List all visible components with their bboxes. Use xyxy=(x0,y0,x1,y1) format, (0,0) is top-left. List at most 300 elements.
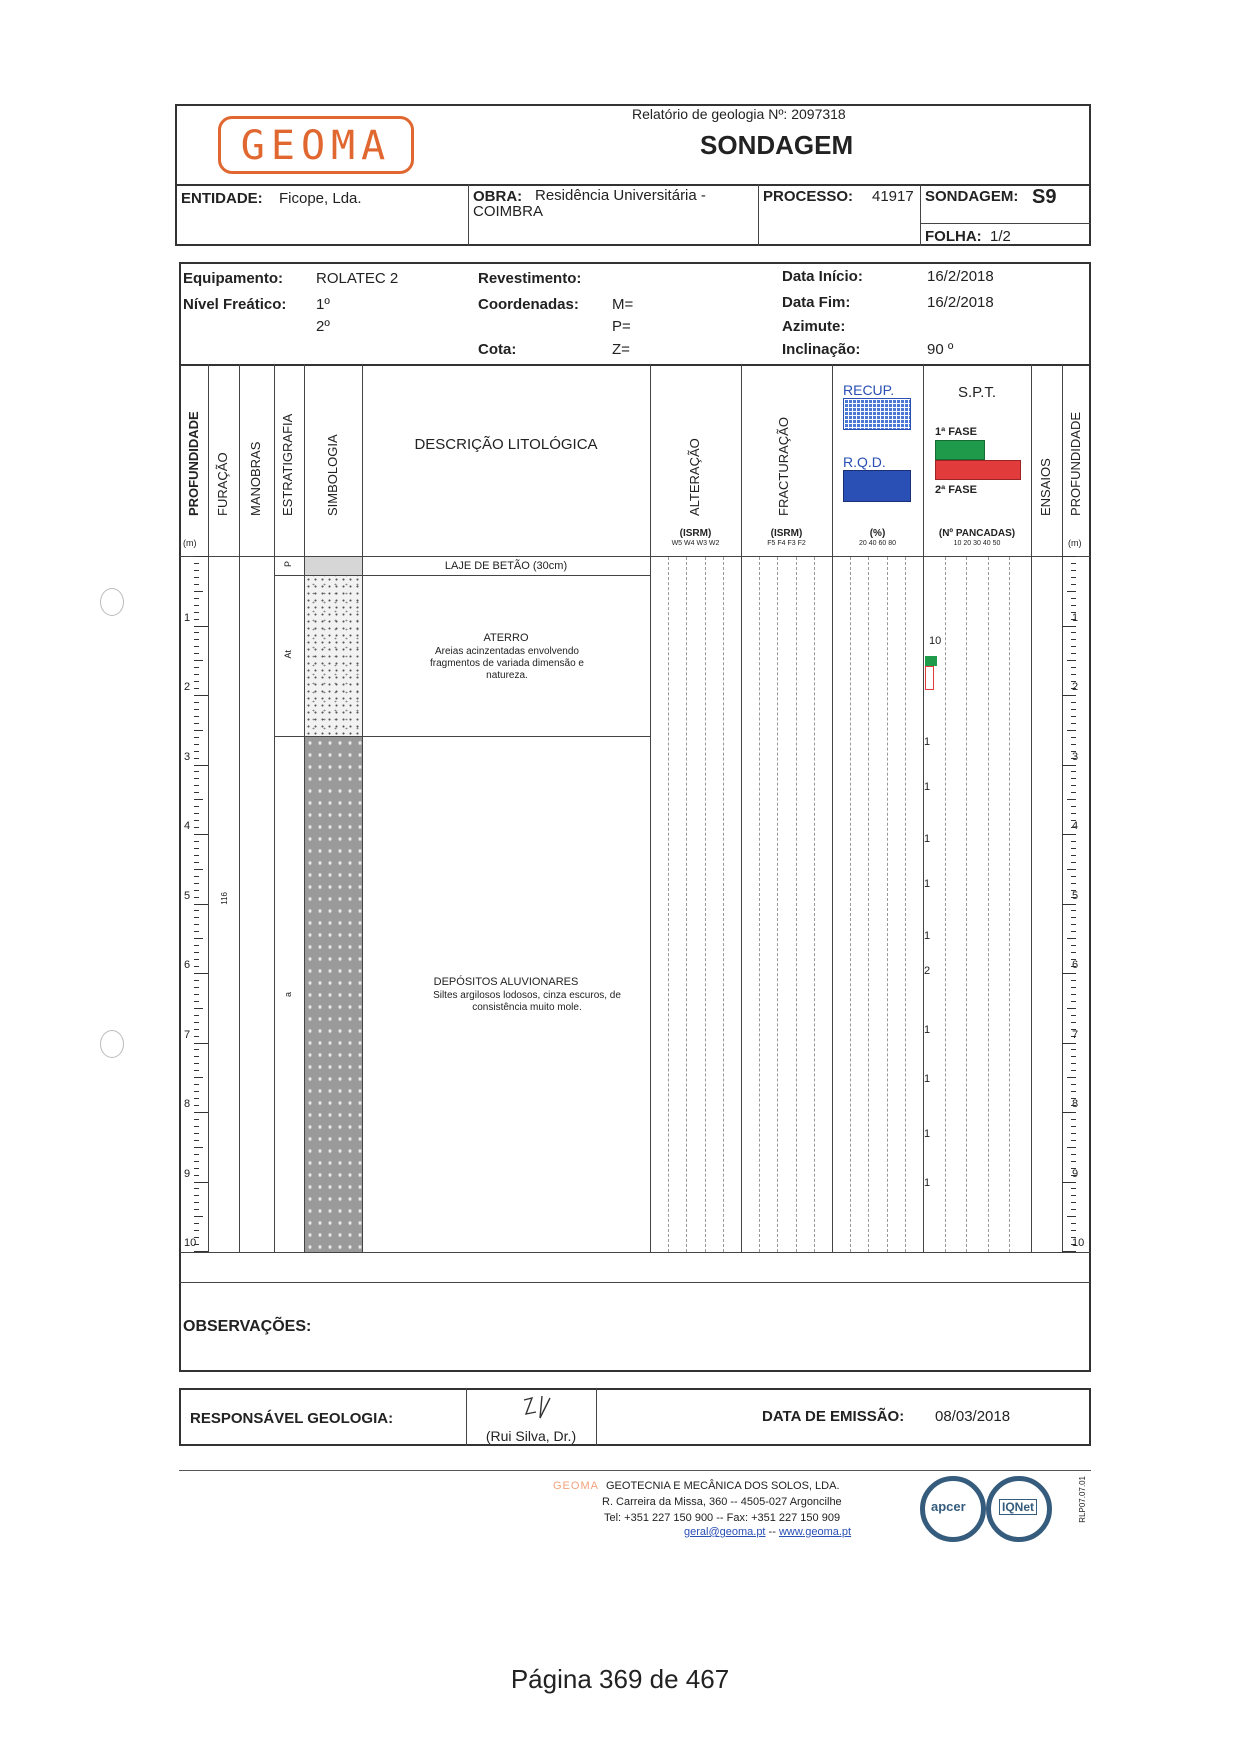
company-contacts xyxy=(684,1526,851,1538)
depth-tick xyxy=(194,1195,199,1196)
depth-tick xyxy=(1071,855,1076,856)
depth-tick xyxy=(194,883,199,884)
company-name: GEOTECNIA E MECÂNICA DOS SOLOS, LDA. xyxy=(606,1480,840,1492)
depth-tick xyxy=(1071,1119,1076,1120)
depth-tick xyxy=(194,1015,199,1016)
right-depth-label: 9 xyxy=(1072,1167,1079,1180)
depth-tick xyxy=(194,1154,199,1155)
depth-tick xyxy=(1071,1140,1076,1141)
strat-title-aterro: ATERRO xyxy=(483,632,529,644)
processo-value: 41917 xyxy=(872,188,914,205)
grid-line xyxy=(668,557,669,1252)
depth-tick xyxy=(194,626,208,627)
spt-value: 1 xyxy=(924,1128,931,1141)
depth-tick xyxy=(1071,1063,1076,1064)
contact-separator: -- xyxy=(765,1526,779,1538)
depth-tick xyxy=(1067,1216,1076,1217)
depth-tick xyxy=(194,897,199,898)
right-depth-label: 8 xyxy=(1072,1098,1079,1110)
grid-line xyxy=(988,557,989,1252)
depth-tick xyxy=(1071,931,1076,932)
depth-tick xyxy=(194,987,199,988)
grid-line xyxy=(777,557,778,1252)
spt-value: 1 xyxy=(924,878,931,891)
folha-value: 1/2 xyxy=(990,228,1011,245)
depth-tick xyxy=(194,890,199,891)
unit-m-left: (m) xyxy=(183,538,197,548)
col-manobras: MANOBRAS xyxy=(248,441,263,516)
grid-line xyxy=(796,557,797,1252)
depth-tick xyxy=(1071,1126,1076,1127)
depth-tick xyxy=(194,681,199,682)
depth-tick xyxy=(194,820,199,821)
depth-tick xyxy=(194,674,199,675)
depth-tick xyxy=(1071,1133,1076,1134)
col-recup: RECUP. xyxy=(843,382,895,398)
depth-tick xyxy=(1071,632,1076,633)
depth-tick xyxy=(194,716,199,717)
inclinacao-value: 90 º xyxy=(927,341,954,358)
depth-tick xyxy=(1071,785,1076,786)
grid-line xyxy=(759,557,760,1252)
depth-tick xyxy=(1071,924,1076,925)
depth-tick xyxy=(194,570,199,571)
depth-tick xyxy=(1071,584,1076,585)
depth-tick xyxy=(1062,626,1076,627)
depth-tick xyxy=(194,709,199,710)
depth-tick xyxy=(194,806,199,807)
col-fase2: 2ª FASE xyxy=(935,484,977,496)
nivel-2: 2º xyxy=(316,318,330,335)
depth-tick xyxy=(194,556,208,557)
iqnet-certification-icon xyxy=(986,1476,1052,1542)
right-depth-label: 2 xyxy=(1072,681,1079,693)
right-depth-label: 6 xyxy=(1072,959,1079,971)
depth-tick xyxy=(194,758,199,759)
depth-tick xyxy=(1062,1182,1076,1183)
left-depth-label: 10 xyxy=(184,1237,197,1249)
depth-tick xyxy=(194,1105,199,1106)
nivel-freatico-label: Nível Freático: xyxy=(183,296,287,313)
grid-line xyxy=(966,557,967,1252)
symbol-fill-aterro xyxy=(305,576,362,736)
frac-isrm: (ISRM) xyxy=(770,528,803,539)
depth-tick xyxy=(194,1202,199,1203)
depth-tick xyxy=(1071,952,1076,953)
pct-scale: 20 40 60 80 xyxy=(859,540,896,547)
spt-value: 1 xyxy=(924,930,931,943)
sondagem-value: S9 xyxy=(1032,186,1057,208)
depth-tick xyxy=(1071,862,1076,863)
cota-label: Cota: xyxy=(478,341,517,358)
depth-tick xyxy=(194,973,208,974)
depth-tick xyxy=(1071,1049,1076,1050)
grid-line xyxy=(1009,557,1010,1252)
depth-tick xyxy=(194,1182,208,1183)
col-rqd: R.Q.D. xyxy=(843,454,886,470)
depth-tick xyxy=(1071,639,1076,640)
data-inicio-label: Data Início: xyxy=(782,268,863,285)
fase2-swatch xyxy=(935,460,1021,480)
depth-tick xyxy=(194,1036,199,1037)
right-depth-label: 10 xyxy=(1072,1237,1085,1249)
depth-tick xyxy=(194,591,203,592)
depth-tick xyxy=(194,1119,199,1120)
strat-desc-aterro: Areias acinzentadas envolvendo fragmentos de variada dimensão e natureza. xyxy=(430,646,584,681)
alt-scale: W5 W4 W3 W2 xyxy=(671,540,720,547)
unit-m-right: (m) xyxy=(1068,538,1082,548)
depth-tick xyxy=(194,751,199,752)
depth-tick xyxy=(194,952,199,953)
depth-tick xyxy=(1062,904,1076,905)
page-title: SONDAGEM xyxy=(700,130,854,160)
depth-tick xyxy=(194,855,199,856)
depth-tick xyxy=(1071,702,1076,703)
depth-tick xyxy=(194,598,199,599)
depth-tick xyxy=(1071,1188,1076,1189)
right-depth-label: 3 xyxy=(1072,750,1079,763)
left-depth-label: 7 xyxy=(184,1028,191,1041)
depth-tick xyxy=(194,1001,199,1002)
depth-tick xyxy=(194,938,203,939)
depth-tick xyxy=(1071,806,1076,807)
depth-tick xyxy=(1071,1202,1076,1203)
depth-tick xyxy=(1071,813,1076,814)
page-number: Página 369 de 467 xyxy=(510,1664,730,1694)
depth-tick xyxy=(1062,765,1076,766)
report-number: Relatório de geologia Nº: 2097318 xyxy=(632,106,846,122)
col-ensaios: ENSAIOS xyxy=(1038,458,1053,516)
depth-tick xyxy=(1067,1077,1076,1078)
depth-tick xyxy=(194,931,199,932)
left-depth-label: 9 xyxy=(184,1167,191,1180)
depth-tick xyxy=(194,924,199,925)
observacoes-label: OBSERVAÇÕES: xyxy=(183,1318,312,1335)
left-depth-label: 5 xyxy=(184,889,191,902)
col-alteracao: ALTERAÇÃO xyxy=(687,438,702,516)
depth-tick xyxy=(1062,1043,1076,1044)
grid-line xyxy=(705,557,706,1252)
col-estratigrafia: ESTRATIGRAFIA xyxy=(280,413,295,516)
entidade-value: Ficope, Lda. xyxy=(279,190,362,207)
company-email[interactable]: geral@geoma.pt xyxy=(684,1526,766,1538)
col-profundidade-right: PROFUNDIDADE xyxy=(1068,411,1083,516)
col-fase1: 1ª FASE xyxy=(935,426,977,438)
coord-p: P= xyxy=(612,318,631,335)
depth-tick xyxy=(194,841,199,842)
left-depth-label: 2 xyxy=(184,681,191,693)
depth-tick xyxy=(1062,973,1076,974)
depth-tick xyxy=(194,1147,203,1148)
alt-isrm: (ISRM) xyxy=(679,528,712,539)
fase1-swatch xyxy=(935,440,985,460)
depth-tick xyxy=(194,730,203,731)
depth-tick xyxy=(194,688,199,689)
depth-tick xyxy=(194,980,199,981)
company-brand: GEOMA xyxy=(553,1480,599,1492)
form-code: RLP07.07.01 xyxy=(1078,1476,1087,1523)
depth-tick xyxy=(1071,1070,1076,1071)
sondagem-label: SONDAGEM: xyxy=(925,188,1019,205)
depth-tick xyxy=(194,612,199,613)
spt-value: 1 xyxy=(924,780,931,793)
depth-tick xyxy=(1067,1008,1076,1009)
strat-title-aluvionares: DEPÓSITOS ALUVIONARES xyxy=(433,976,579,988)
left-depth-label: 1 xyxy=(184,611,191,624)
depth-tick xyxy=(1071,646,1076,647)
depth-tick xyxy=(194,1209,199,1210)
depth-tick xyxy=(1071,910,1076,911)
depth-tick xyxy=(194,1070,199,1071)
depth-tick xyxy=(194,1043,208,1044)
coordenadas-label: Coordenadas: xyxy=(478,296,579,313)
left-depth-label: 4 xyxy=(184,820,191,832)
nivel-1: 1º xyxy=(316,296,330,313)
depth-tick xyxy=(194,584,199,585)
depth-tick xyxy=(1071,980,1076,981)
depth-tick xyxy=(1071,723,1076,724)
depth-tick xyxy=(194,904,208,905)
depth-tick xyxy=(1071,1091,1076,1092)
spt-value: 10 xyxy=(929,634,942,647)
depth-tick xyxy=(194,869,203,870)
depth-tick xyxy=(1071,674,1076,675)
folha-label: FOLHA: xyxy=(925,228,982,245)
grid-line xyxy=(945,557,946,1252)
depth-tick xyxy=(1062,1251,1076,1252)
depth-tick xyxy=(1067,591,1076,592)
depth-tick xyxy=(1062,556,1076,557)
depth-tick xyxy=(194,702,199,703)
depth-tick xyxy=(1062,695,1076,696)
company-web[interactable]: www.geoma.pt xyxy=(778,1526,852,1538)
depth-tick xyxy=(194,1216,203,1217)
signature-scribble xyxy=(520,1392,560,1428)
depth-tick xyxy=(1067,1147,1076,1148)
strat-title-laje: LAJE DE BETÃO (30cm) xyxy=(444,560,568,572)
depth-tick xyxy=(194,737,199,738)
spt-value: 1 xyxy=(924,1024,931,1037)
company-tel: Tel: +351 227 150 900 -- Fax: +351 227 150 909 xyxy=(604,1512,841,1524)
depth-tick xyxy=(194,1056,199,1057)
grid-line xyxy=(723,557,724,1252)
depth-tick xyxy=(194,653,199,654)
depth-tick xyxy=(194,660,203,661)
geoma-logo xyxy=(218,116,414,174)
depth-tick xyxy=(1071,577,1076,578)
spt-value: 1 xyxy=(924,1072,931,1085)
depth-tick xyxy=(194,605,199,606)
signature-icon xyxy=(520,1392,560,1422)
depth-tick xyxy=(194,1029,199,1030)
depth-tick xyxy=(194,667,199,668)
depth-tick xyxy=(194,862,199,863)
depth-tick xyxy=(1062,834,1076,835)
grid-line xyxy=(887,557,888,1252)
col-profundidade: PROFUNDIDADE xyxy=(186,411,201,516)
depth-tick xyxy=(194,646,199,647)
depth-tick xyxy=(194,778,199,779)
depth-tick xyxy=(194,1008,203,1009)
depth-tick xyxy=(1071,1084,1076,1085)
depth-tick xyxy=(1071,1022,1076,1023)
company-address: R. Carreira da Missa, 360 -- 4505-027 Argoncilhe xyxy=(602,1496,842,1508)
strat-desc-aluvionares: Siltes argilosos lodosos, cinza escuros, de consistência muito mole. xyxy=(433,990,621,1013)
depth-tick xyxy=(1071,570,1076,571)
depth-tick xyxy=(194,827,199,828)
responsavel-name: (Rui Silva, Dr.) xyxy=(485,1428,577,1444)
left-depth-label: 8 xyxy=(184,1098,191,1110)
depth-tick xyxy=(1071,876,1076,877)
recup-swatch xyxy=(843,398,911,430)
depth-tick xyxy=(194,792,199,793)
spt-bar-fase1 xyxy=(925,656,937,666)
depth-tick xyxy=(1071,598,1076,599)
grid-line xyxy=(905,557,906,1252)
depth-tick xyxy=(194,1084,199,1085)
strat-code-at: At xyxy=(283,650,293,659)
inclinacao-label: Inclinação: xyxy=(782,341,861,358)
depth-tick xyxy=(1071,945,1076,946)
pct-label: (%) xyxy=(869,528,886,539)
data-inicio-value: 16/2/2018 xyxy=(927,268,994,285)
depth-tick xyxy=(194,1188,199,1189)
depth-tick xyxy=(1071,1056,1076,1057)
depth-tick xyxy=(1071,987,1076,988)
grid-line xyxy=(868,557,869,1252)
depth-tick xyxy=(1071,653,1076,654)
depth-tick xyxy=(194,563,199,564)
depth-tick xyxy=(1071,1223,1076,1224)
depth-tick xyxy=(1071,792,1076,793)
depth-tick xyxy=(194,577,199,578)
depth-tick xyxy=(1071,848,1076,849)
depth-tick xyxy=(194,910,199,911)
depth-tick xyxy=(194,723,199,724)
depth-tick xyxy=(1071,883,1076,884)
depth-tick xyxy=(194,848,199,849)
col-descricao: DESCRIÇÃO LITOLÓGICA xyxy=(414,436,598,453)
pancadas-scale: 10 20 30 40 50 xyxy=(953,540,1001,547)
apcer-certification-icon xyxy=(920,1476,986,1542)
depth-tick xyxy=(1071,744,1076,745)
depth-tick xyxy=(194,1168,199,1169)
punch-hole-1 xyxy=(100,588,124,616)
obra-label: OBRA: xyxy=(473,188,523,205)
depth-tick xyxy=(194,1049,199,1050)
depth-tick xyxy=(194,1077,203,1078)
data-fim-value: 16/2/2018 xyxy=(927,294,994,311)
depth-tick xyxy=(194,1126,199,1127)
depth-tick xyxy=(1071,1015,1076,1016)
right-depth-label: 7 xyxy=(1072,1028,1079,1041)
depth-tick xyxy=(194,834,208,835)
spt-value: 1 xyxy=(924,735,931,748)
coord-m: M= xyxy=(612,296,634,313)
col-fracturacao: FRACTURAÇÃO xyxy=(776,417,791,516)
depth-tick xyxy=(1071,1230,1076,1231)
depth-tick xyxy=(1071,709,1076,710)
depth-tick xyxy=(1071,605,1076,606)
furacao-value: 116 xyxy=(220,892,229,905)
punch-hole-2 xyxy=(100,1030,124,1058)
grid-line xyxy=(850,557,851,1252)
depth-tick xyxy=(1071,778,1076,779)
equipamento-label: Equipamento: xyxy=(183,270,283,287)
col-spt: S.P.T. xyxy=(957,384,997,401)
depth-tick xyxy=(1071,1161,1076,1162)
depth-tick xyxy=(1071,1195,1076,1196)
depth-tick xyxy=(194,1133,199,1134)
depth-tick xyxy=(1067,730,1076,731)
depth-tick xyxy=(1071,716,1076,717)
depth-tick xyxy=(194,632,199,633)
cert-iqnet-text: IQNet xyxy=(999,1499,1037,1515)
grid-line xyxy=(686,557,687,1252)
depth-tick xyxy=(194,917,199,918)
data-emissao-label: DATA DE EMISSÃO: xyxy=(762,1408,905,1425)
depth-tick xyxy=(194,1112,208,1113)
strat-code-p: P xyxy=(283,561,293,568)
depth-tick xyxy=(1071,841,1076,842)
depth-tick xyxy=(194,695,208,696)
equipamento-value: ROLATEC 2 xyxy=(316,270,399,287)
depth-tick xyxy=(194,1223,199,1224)
logo-text: GEOMA xyxy=(240,123,392,169)
depth-tick xyxy=(1067,869,1076,870)
depth-tick xyxy=(194,966,199,967)
depth-tick xyxy=(1062,1112,1076,1113)
revestimento-label: Revestimento: xyxy=(478,270,582,287)
depth-tick xyxy=(194,1091,199,1092)
col-simbologia: SIMBOLOGIA xyxy=(325,434,340,516)
depth-tick xyxy=(1071,1209,1076,1210)
depth-tick xyxy=(194,1063,199,1064)
depth-tick xyxy=(194,799,203,800)
depth-tick xyxy=(194,619,199,620)
spt-bar-fase2 xyxy=(925,666,934,690)
depth-tick xyxy=(194,1230,199,1231)
depth-tick xyxy=(194,765,208,766)
depth-tick xyxy=(194,639,199,640)
depth-tick xyxy=(194,1175,199,1176)
symbol-concrete xyxy=(305,557,362,575)
depth-tick xyxy=(194,1022,199,1023)
entidade-label: ENTIDADE: xyxy=(181,190,263,207)
depth-tick xyxy=(1067,660,1076,661)
rqd-swatch xyxy=(843,470,911,502)
depth-tick xyxy=(194,945,199,946)
depth-tick xyxy=(1071,1001,1076,1002)
depth-tick xyxy=(194,959,199,960)
strat-code-a: a xyxy=(283,992,293,998)
depth-tick xyxy=(1067,799,1076,800)
pancadas-label: (Nº PANCADAS) xyxy=(938,528,1016,539)
depth-tick xyxy=(194,744,199,745)
depth-tick xyxy=(1071,917,1076,918)
depth-tick xyxy=(194,994,199,995)
depth-tick xyxy=(1071,1154,1076,1155)
data-emissao-value: 08/03/2018 xyxy=(935,1408,1011,1425)
responsavel-label: RESPONSÁVEL GEOLOGIA: xyxy=(190,1410,394,1427)
spt-value: 1 xyxy=(924,832,931,845)
depth-tick xyxy=(1071,563,1076,564)
left-depth-label: 3 xyxy=(184,750,191,763)
right-depth-label: 1 xyxy=(1072,611,1079,624)
depth-tick xyxy=(194,813,199,814)
symbol-alluvial xyxy=(305,737,362,1252)
right-depth-label: 4 xyxy=(1072,820,1079,832)
